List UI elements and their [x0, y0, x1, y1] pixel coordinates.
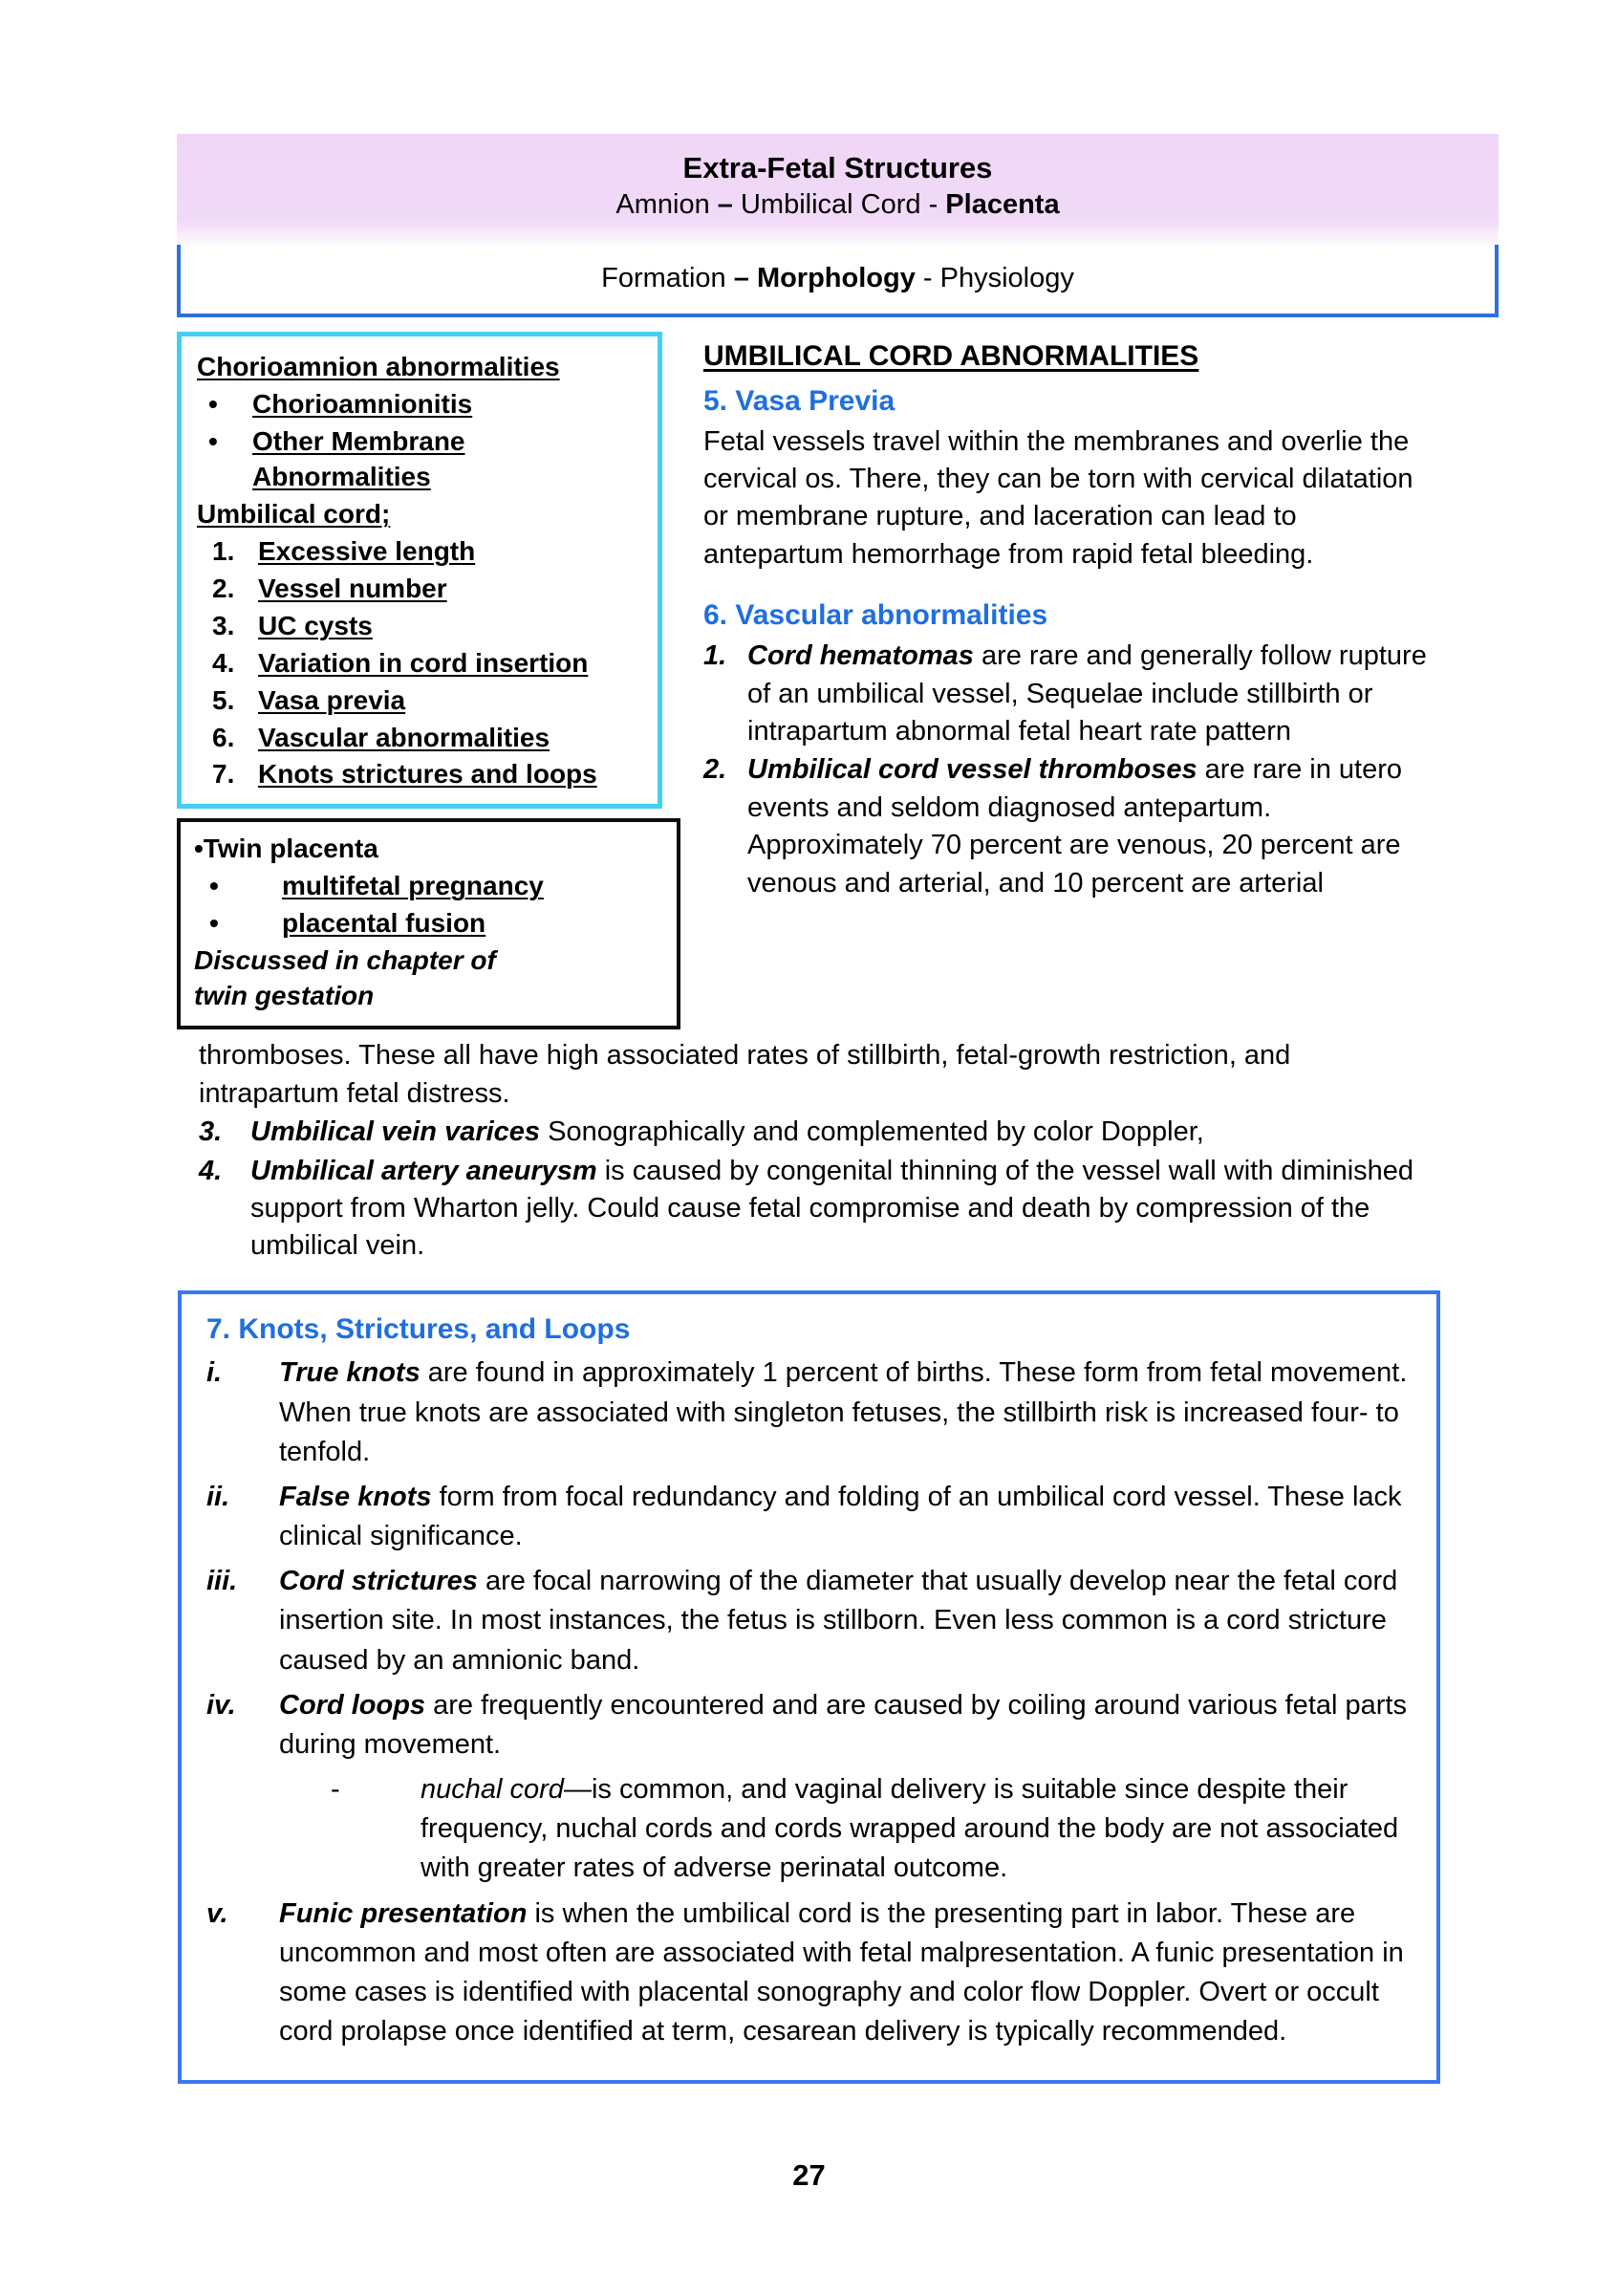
knots-title: 7. Knots, Strictures, and Loops [206, 1312, 631, 1345]
vasa-previa-title: 5. Vasa Previa [703, 384, 895, 417]
list-item [206, 1562, 1410, 1680]
list-item [206, 1354, 1410, 1472]
page-title: Extra-Fetal Structures [682, 151, 993, 184]
list-number: 1. [703, 640, 727, 672]
formation-pre: Formation [601, 263, 734, 294]
list-item [703, 638, 1432, 750]
term: Umbilical vein varices [250, 1116, 541, 1148]
page-number: 27 [792, 2158, 826, 2193]
description: are frequently encountered and are caused by coiling around various fetal parts during movement. [279, 1689, 1407, 1760]
description: form from focal redundancy and folding of an umbilical cord vessel. These lack clinical significance. [279, 1481, 1402, 1552]
list-item [206, 1686, 1410, 1765]
list-number: 6. [212, 722, 235, 752]
list-item-label: placental fusion [282, 908, 486, 939]
description: —is common, and vaginal delivery is suitable since despite their frequency, nuchal cords and cords wrapped around the body are not associated with greater rates of adverse perinatal outcome. [421, 1774, 1399, 1884]
term: Cord strictures [279, 1566, 478, 1597]
nuchal-cord-subitem [331, 1770, 1410, 1889]
description: is when the umbilical cord is the presenting part in labor. These are uncommon and most often are associated with fetal malpresentation. A funic presentation in some cases is identified with placental sonography and color flow Doppler. Overt or occult cord prolapse once identified at term, cesarean delivery is typically recommended. [279, 1897, 1404, 2047]
list-item-label: Knots strictures and loops [258, 759, 597, 790]
list-item-text [747, 638, 1432, 750]
section-heading: UMBILICAL CORD ABNORMALITIES [703, 339, 1199, 372]
list-roman: iii. [206, 1566, 238, 1597]
term: Cord hematomas [747, 640, 974, 672]
description: are rare and generally follow rupture of an umbilical vessel, Sequelae include stillbirth or intrapartum abnormal fetal heart rate pattern [747, 640, 1427, 747]
list-number: 7. [212, 759, 235, 790]
formation-post: - Physiology [915, 263, 1074, 294]
list-item [212, 609, 648, 644]
list-number: 5. [212, 684, 235, 715]
list-number: 1. [212, 535, 235, 566]
list-item [209, 906, 667, 942]
list-item [212, 646, 648, 682]
twin-placenta-box [177, 818, 680, 1029]
subtitle-dash: – [717, 189, 733, 221]
list-item-text [421, 1770, 1410, 1889]
twin-placenta-note: Discussed in chapter of twin gestation [194, 945, 496, 1011]
term: Funic presentation [279, 1897, 528, 1929]
term: Umbilical artery aneurysm [250, 1155, 597, 1186]
list-item [212, 757, 648, 792]
formation-text [601, 263, 1074, 294]
continuation-block [199, 1037, 1427, 1266]
formation-dash: – [733, 263, 749, 294]
list-number: 4. [212, 647, 235, 678]
description: Sonographically and complemented by color Doppler, [540, 1116, 1204, 1148]
subtitle-pre: Amnion [615, 189, 718, 221]
list-item [212, 572, 648, 607]
list-item-label: Other Membrane Abnormalities [252, 425, 465, 491]
term: True knots [279, 1357, 421, 1389]
list-number: 3. [199, 1116, 223, 1148]
list-item-label: Vessel number [258, 573, 447, 603]
twin-placenta-heading: •Twin placenta [194, 834, 378, 864]
list-roman: ii. [206, 1481, 230, 1512]
list-roman: v. [206, 1897, 228, 1929]
list-item-label: Vasa previa [258, 684, 406, 715]
description: are found in approximately 1 percent of births. These form from fetal movement. When true knots are associated with singleton fetuses, the stillbirth risk is increased four- to tenfold. [279, 1357, 1408, 1467]
list-item-label: Vascular abnormalities [258, 722, 550, 752]
list-item-text [279, 1478, 1410, 1556]
list-item-text [250, 1114, 1427, 1151]
list-item [208, 387, 648, 422]
list-item [206, 1895, 1410, 2052]
list-item-label: multifetal pregnancy [282, 871, 544, 901]
content-columns [177, 332, 1432, 1029]
description: are focal narrowing of the diameter that usually develop near the fetal cord insertion site. In most instances, the fetus is stillborn. Even less common is a cord stricture caused by an amnionic band. [279, 1566, 1398, 1676]
vasa-previa-body: Fetal vessels travel within the membranes and overlie the cervical os. There, they can be torn with cervical dilatation or membrane rupture, and laceration can lead to antepartum hemorrhage from rapid fetal bleeding. [703, 425, 1413, 570]
left-column [177, 332, 680, 1029]
term: Cord loops [279, 1689, 426, 1721]
term: Umbilical cord vessel thromboses [747, 754, 1197, 786]
formation-mid [749, 263, 757, 293]
header-banner [177, 134, 1499, 245]
chorioamnion-heading: Chorioamnion abnormalities [197, 351, 560, 381]
umbilical-cord-heading: Umbilical cord; [197, 498, 391, 529]
bullet-icon: • [208, 425, 218, 456]
description: are rare in utero events and seldom diagnosed antepartum. Approximately 70 percent are venous, 20 percent are venous and arterial, and 10 percent are arterial [747, 754, 1403, 899]
list-item-label: Excessive length [258, 535, 476, 566]
chorioamnion-outline-box [177, 332, 662, 809]
right-column [680, 332, 1432, 903]
list-item [208, 424, 648, 495]
list-number: 2. [703, 754, 727, 786]
list-item [703, 751, 1432, 902]
term: nuchal cord [421, 1774, 564, 1806]
list-item [199, 1114, 1427, 1151]
description: is caused by congenital thinning of the vessel wall with diminished support from Wharton jelly. Could cause fetal compromise and death by compression of the umbilical vein. [250, 1155, 1414, 1262]
list-item [212, 721, 648, 756]
vascular-abnormalities-title: 6. Vascular abnormalities [703, 599, 1048, 632]
knots-strictures-loops-box [178, 1290, 1440, 2085]
list-item-text [279, 1562, 1410, 1680]
list-item-label: UC cysts [258, 610, 373, 640]
list-item-text [747, 751, 1432, 902]
list-number: 4. [199, 1155, 223, 1186]
subtitle-mid: Umbilical Cord - [732, 189, 946, 221]
list-item [206, 1478, 1410, 1556]
list-item-text [279, 1686, 1410, 1765]
list-number: 2. [212, 573, 235, 603]
dash-marker: - [331, 1774, 340, 1806]
bullet-icon: • [208, 388, 218, 419]
list-item [199, 1153, 1427, 1266]
list-item-label: Chorioamnionitis [252, 388, 473, 419]
list-item [212, 683, 648, 719]
formation-emphasis: Morphology [756, 263, 916, 294]
list-item-text [279, 1895, 1410, 2052]
list-item-text [279, 1354, 1410, 1472]
bullet-icon: • [209, 871, 219, 901]
list-number: 3. [212, 610, 235, 640]
continuation-paragraph: thromboses. These all have high associated rates of stillbirth, fetal-growth restriction, and intrapartum fetal distress. [199, 1040, 1291, 1109]
page-subtitle [177, 187, 1499, 224]
list-item-label: Variation in cord insertion [258, 647, 589, 678]
term: False knots [279, 1481, 432, 1512]
list-item [212, 534, 648, 570]
bullet-icon: • [209, 908, 219, 939]
list-item [209, 869, 667, 904]
subtitle-emphasis: Placenta [945, 189, 1060, 221]
list-roman: iv. [206, 1689, 236, 1721]
list-roman: i. [206, 1357, 223, 1389]
formation-banner [177, 245, 1499, 317]
list-item-text [250, 1153, 1427, 1266]
